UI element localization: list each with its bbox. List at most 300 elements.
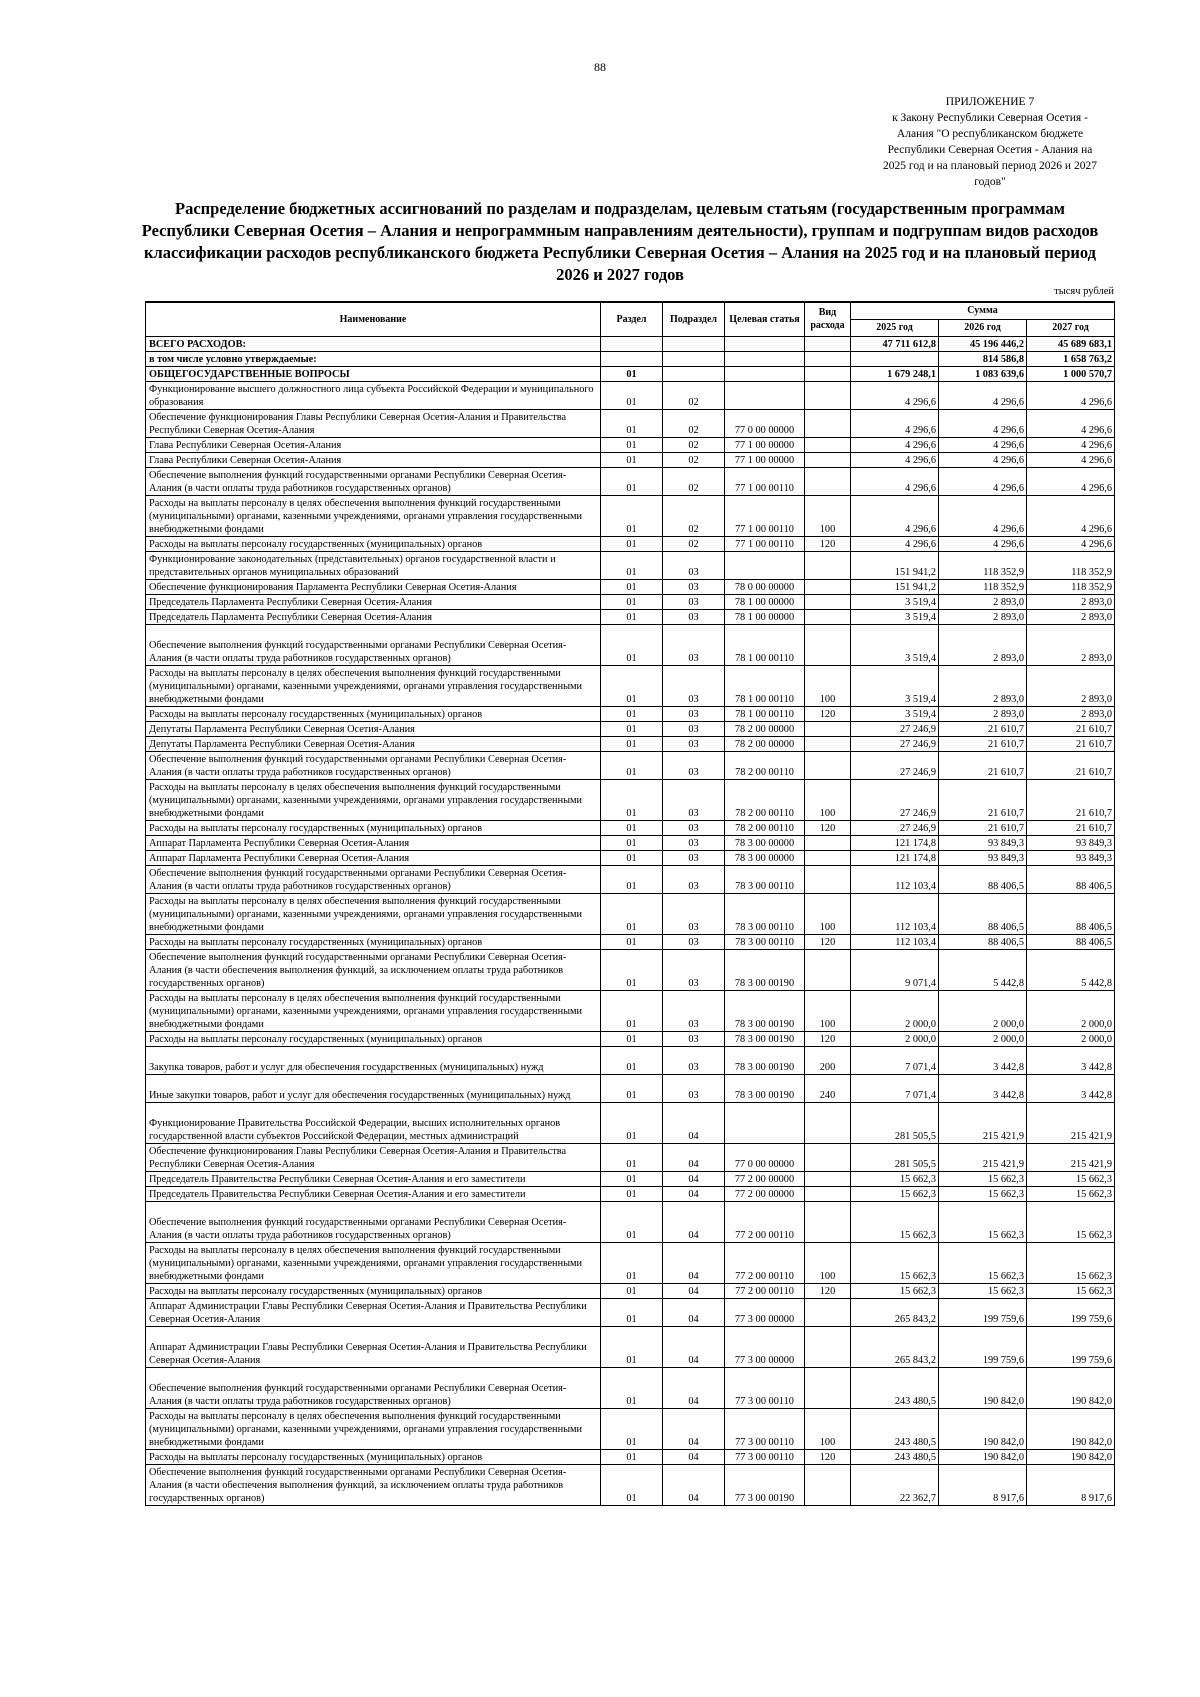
units-label: тысяч рублей <box>1054 286 1114 297</box>
row-section: 01 <box>601 706 663 721</box>
row-kind <box>805 1326 851 1367</box>
row-sum-2025: 47 711 612,8 <box>851 336 939 351</box>
row-kind: 120 <box>805 1449 851 1464</box>
row-sum-2027: 215 421,9 <box>1027 1143 1115 1171</box>
row-subsection: 04 <box>663 1326 725 1367</box>
row-section <box>601 336 663 351</box>
row-section: 01 <box>601 1102 663 1143</box>
row-sum-2027: 88 406,5 <box>1027 934 1115 949</box>
row-section: 01 <box>601 1031 663 1046</box>
row-name: Расходы на выплаты персоналу государственных (муниципальных) органов <box>146 706 601 721</box>
row-sum-2025: 281 505,5 <box>851 1102 939 1143</box>
row-section: 01 <box>601 865 663 893</box>
row-sum-2027: 88 406,5 <box>1027 865 1115 893</box>
row-name: Закупка товаров, работ и услуг для обеспечения государственных (муниципальных) нужд <box>146 1046 601 1074</box>
row-sum-2025: 3 519,4 <box>851 706 939 721</box>
table-row <box>146 1298 1115 1326</box>
row-kind <box>805 351 851 366</box>
row-section: 01 <box>601 1074 663 1102</box>
table-row <box>146 665 1115 706</box>
table-row <box>146 1186 1115 1201</box>
table-row <box>146 736 1115 751</box>
row-sum-2026: 4 296,6 <box>939 452 1027 467</box>
table-row <box>146 721 1115 736</box>
row-kind <box>805 865 851 893</box>
header-kind: Вид расхода <box>805 302 851 336</box>
row-subsection <box>663 366 725 381</box>
row-subsection: 02 <box>663 536 725 551</box>
row-target: 77 3 00 00190 <box>725 1464 805 1505</box>
row-sum-2026: 215 421,9 <box>939 1102 1027 1143</box>
row-kind: 100 <box>805 1242 851 1283</box>
row-subsection: 03 <box>663 893 725 934</box>
table-row <box>146 1242 1115 1283</box>
table-row <box>146 1074 1115 1102</box>
row-sum-2027: 4 296,6 <box>1027 381 1115 409</box>
row-section: 01 <box>601 495 663 536</box>
row-subsection: 02 <box>663 467 725 495</box>
row-sum-2025: 22 362,7 <box>851 1464 939 1505</box>
row-target <box>725 336 805 351</box>
row-section: 01 <box>601 1143 663 1171</box>
row-section: 01 <box>601 1242 663 1283</box>
row-sum-2026: 3 442,8 <box>939 1074 1027 1102</box>
row-target: 77 0 00 00000 <box>725 1143 805 1171</box>
row-sum-2026: 21 610,7 <box>939 736 1027 751</box>
row-name: ВСЕГО РАСХОДОВ: <box>146 336 601 351</box>
row-target: 77 2 00 00000 <box>725 1186 805 1201</box>
row-sum-2025: 4 296,6 <box>851 381 939 409</box>
row-target: 78 3 00 00190 <box>725 1074 805 1102</box>
row-sum-2027: 1 000 570,7 <box>1027 366 1115 381</box>
row-kind: 120 <box>805 934 851 949</box>
table-row <box>146 779 1115 820</box>
row-name: Обеспечение выполнения функций государственными органами Республики Северная Осетия-Алания (в части оплаты труда работников государственных органов) <box>146 1367 601 1408</box>
row-target: 78 2 00 00000 <box>725 736 805 751</box>
row-kind: 100 <box>805 779 851 820</box>
row-section: 01 <box>601 467 663 495</box>
document-title <box>140 198 1100 286</box>
row-sum-2025: 151 941,2 <box>851 551 939 579</box>
row-sum-2026: 4 296,6 <box>939 381 1027 409</box>
header-sum: Сумма <box>851 302 1115 319</box>
row-sum-2025: 265 843,2 <box>851 1298 939 1326</box>
row-section: 01 <box>601 551 663 579</box>
row-kind <box>805 1143 851 1171</box>
row-subsection: 04 <box>663 1367 725 1408</box>
row-section: 01 <box>601 893 663 934</box>
row-name: Обеспечение выполнения функций государственными органами Республики Северная Осетия-Алания (в части оплаты труда работников государственных органов) <box>146 1201 601 1242</box>
row-sum-2025: 15 662,3 <box>851 1201 939 1242</box>
row-subsection: 04 <box>663 1283 725 1298</box>
row-target: 78 3 00 00190 <box>725 949 805 990</box>
row-sum-2026: 190 842,0 <box>939 1408 1027 1449</box>
row-name: Расходы на выплаты персоналу государственных (муниципальных) органов <box>146 1449 601 1464</box>
title-line: классификации расходов республиканского бюджета Республики Северная Осетия – Алания на 2025 год и на плановый период <box>143 243 1097 262</box>
row-section: 01 <box>601 820 663 835</box>
row-name: Обеспечение выполнения функций государственными органами Республики Северная Осетия-Алания (в части оплаты труда работников государственных органов) <box>146 751 601 779</box>
row-sum-2026: 93 849,3 <box>939 835 1027 850</box>
row-sum-2025: 121 174,8 <box>851 835 939 850</box>
row-sum-2026: 2 893,0 <box>939 706 1027 721</box>
row-kind <box>805 594 851 609</box>
row-name: Обеспечение функционирования Главы Республики Северная Осетия-Алания и Правительства Республики Северная Осетия-Алания <box>146 1143 601 1171</box>
row-kind <box>805 624 851 665</box>
appendix-line: Алания "О республиканском бюджете <box>896 128 1084 140</box>
row-name: ОБЩЕГОСУДАРСТВЕННЫЕ ВОПРОСЫ <box>146 366 601 381</box>
row-sum-2026: 2 000,0 <box>939 990 1027 1031</box>
row-section: 01 <box>601 721 663 736</box>
row-name: Функционирование Правительства Российской Федерации, высших исполнительных органов государственной власти субъектов Российской Федерации, местных администраций <box>146 1102 601 1143</box>
table-row <box>146 381 1115 409</box>
row-kind: 120 <box>805 1031 851 1046</box>
row-section: 01 <box>601 452 663 467</box>
row-target: 77 1 00 00000 <box>725 437 805 452</box>
row-name: Аппарат Администрации Главы Республики Северная Осетия-Алания и Правительства Республики Северная Осетия-Алания <box>146 1326 601 1367</box>
row-sum-2025: 121 174,8 <box>851 850 939 865</box>
row-sum-2026: 93 849,3 <box>939 850 1027 865</box>
row-section: 01 <box>601 1298 663 1326</box>
row-target: 78 1 00 00110 <box>725 665 805 706</box>
row-subsection: 03 <box>663 609 725 624</box>
row-sum-2026: 15 662,3 <box>939 1283 1027 1298</box>
row-name: Глава Республики Северная Осетия-Алания <box>146 437 601 452</box>
row-section: 01 <box>601 381 663 409</box>
row-kind <box>805 609 851 624</box>
row-sum-2027: 118 352,9 <box>1027 551 1115 579</box>
row-subsection: 03 <box>663 820 725 835</box>
row-sum-2026: 199 759,6 <box>939 1298 1027 1326</box>
row-name: Председатель Правительства Республики Северная Осетия-Алания и его заместители <box>146 1171 601 1186</box>
row-sum-2026: 15 662,3 <box>939 1201 1027 1242</box>
row-section: 01 <box>601 850 663 865</box>
row-target: 78 1 00 00110 <box>725 706 805 721</box>
table-row <box>146 1408 1115 1449</box>
row-target: 78 2 00 00110 <box>725 751 805 779</box>
table-row <box>146 437 1115 452</box>
row-subsection: 03 <box>663 934 725 949</box>
table-row <box>146 409 1115 437</box>
row-kind <box>805 751 851 779</box>
row-sum-2027: 21 610,7 <box>1027 751 1115 779</box>
row-kind <box>805 1298 851 1326</box>
row-sum-2026: 88 406,5 <box>939 893 1027 934</box>
row-sum-2027: 215 421,9 <box>1027 1102 1115 1143</box>
row-sum-2025 <box>851 351 939 366</box>
row-subsection: 04 <box>663 1449 725 1464</box>
row-sum-2025: 4 296,6 <box>851 495 939 536</box>
appendix-line: 2025 год и на плановый период 2026 и 2027 <box>883 160 1097 172</box>
table-row <box>146 893 1115 934</box>
row-section: 01 <box>601 366 663 381</box>
row-name: Расходы на выплаты персоналу в целях обеспечения выполнения функций государственными (муниципальными) органами, казенными учреждениями, органами управления государственными внебюджетными фондами <box>146 893 601 934</box>
header-2025: 2025 год <box>851 319 939 336</box>
table-row <box>146 624 1115 665</box>
row-name: Обеспечение выполнения функций государственными органами Республики Северная Осетия-Алания (в части обеспечения выполнения функций, за исключением оплаты труда работников государственных органов) <box>146 949 601 990</box>
row-sum-2026: 814 586,8 <box>939 351 1027 366</box>
row-sum-2025: 112 103,4 <box>851 865 939 893</box>
row-subsection: 04 <box>663 1464 725 1505</box>
row-kind <box>805 551 851 579</box>
row-subsection: 04 <box>663 1171 725 1186</box>
title-line: Распределение бюджетных ассигнований по разделам и подразделам, целевым статьям (государственным программам <box>175 199 1065 218</box>
row-name: Председатель Парламента Республики Северная Осетия-Алания <box>146 594 601 609</box>
row-section: 01 <box>601 1046 663 1074</box>
header-subsection: Подраздел <box>663 302 725 336</box>
row-target: 77 1 00 00000 <box>725 452 805 467</box>
row-kind: 120 <box>805 820 851 835</box>
table-row <box>146 865 1115 893</box>
row-sum-2027: 15 662,3 <box>1027 1186 1115 1201</box>
row-sum-2026: 88 406,5 <box>939 934 1027 949</box>
row-subsection: 03 <box>663 949 725 990</box>
row-name: Обеспечение выполнения функций государственными органами Республики Северная Осетия-Алания (в части оплаты труда работников государственных органов) <box>146 865 601 893</box>
row-target: 78 3 00 00110 <box>725 865 805 893</box>
row-sum-2026: 88 406,5 <box>939 865 1027 893</box>
row-name: Председатель Правительства Республики Северная Осетия-Алания и его заместители <box>146 1186 601 1201</box>
row-target: 78 3 00 00110 <box>725 893 805 934</box>
row-sum-2027: 88 406,5 <box>1027 893 1115 934</box>
row-subsection: 03 <box>663 865 725 893</box>
row-subsection: 02 <box>663 409 725 437</box>
row-sum-2025: 112 103,4 <box>851 893 939 934</box>
row-sum-2027: 15 662,3 <box>1027 1171 1115 1186</box>
row-sum-2026: 4 296,6 <box>939 536 1027 551</box>
row-kind: 120 <box>805 536 851 551</box>
header-2027: 2027 год <box>1027 319 1115 336</box>
row-target: 78 0 00 00000 <box>725 579 805 594</box>
row-section: 01 <box>601 1449 663 1464</box>
row-sum-2025: 265 843,2 <box>851 1326 939 1367</box>
row-sum-2027: 21 610,7 <box>1027 721 1115 736</box>
row-sum-2026: 118 352,9 <box>939 579 1027 594</box>
row-target: 78 1 00 00000 <box>725 594 805 609</box>
row-section: 01 <box>601 437 663 452</box>
row-sum-2025: 3 519,4 <box>851 594 939 609</box>
row-subsection: 02 <box>663 437 725 452</box>
row-subsection: 03 <box>663 665 725 706</box>
row-sum-2025: 7 071,4 <box>851 1074 939 1102</box>
row-name: Расходы на выплаты персоналу государственных (муниципальных) органов <box>146 1283 601 1298</box>
row-sum-2026: 215 421,9 <box>939 1143 1027 1171</box>
row-sum-2025: 15 662,3 <box>851 1242 939 1283</box>
row-sum-2026: 15 662,3 <box>939 1171 1027 1186</box>
row-subsection: 04 <box>663 1143 725 1171</box>
row-sum-2027: 2 000,0 <box>1027 1031 1115 1046</box>
row-section: 01 <box>601 779 663 820</box>
table-row <box>146 934 1115 949</box>
row-target: 77 1 00 00110 <box>725 536 805 551</box>
row-sum-2026: 8 917,6 <box>939 1464 1027 1505</box>
row-name: Иные закупки товаров, работ и услуг для обеспечения государственных (муниципальных) нужд <box>146 1074 601 1102</box>
row-target <box>725 551 805 579</box>
row-name: Расходы на выплаты персоналу государственных (муниципальных) органов <box>146 1031 601 1046</box>
row-sum-2026: 21 610,7 <box>939 751 1027 779</box>
title-line: Республики Северная Осетия – Алания и непрограммным направлениям деятельности), группам и подгруппам видов расходов <box>141 221 1099 240</box>
row-sum-2025: 27 246,9 <box>851 779 939 820</box>
row-name: Расходы на выплаты персоналу в целях обеспечения выполнения функций государственными (муниципальными) органами, казенными учреждениями, органами управления государственными внебюджетными фондами <box>146 990 601 1031</box>
row-subsection: 03 <box>663 594 725 609</box>
row-subsection: 02 <box>663 381 725 409</box>
row-name: в том числе условно утверждаемые: <box>146 351 601 366</box>
table-row <box>146 751 1115 779</box>
row-sum-2027: 2 893,0 <box>1027 665 1115 706</box>
table-row <box>146 1102 1115 1143</box>
row-kind <box>805 1186 851 1201</box>
row-sum-2026: 2 893,0 <box>939 624 1027 665</box>
appendix-line: ПРИЛОЖЕНИЕ 7 <box>945 96 1035 108</box>
row-section: 01 <box>601 1464 663 1505</box>
table-row <box>146 467 1115 495</box>
row-sum-2027: 4 296,6 <box>1027 467 1115 495</box>
row-sum-2026: 21 610,7 <box>939 820 1027 835</box>
row-sum-2026: 4 296,6 <box>939 409 1027 437</box>
row-sum-2027: 15 662,3 <box>1027 1201 1115 1242</box>
table-row <box>146 1464 1115 1505</box>
row-sum-2027: 199 759,6 <box>1027 1326 1115 1367</box>
row-subsection: 03 <box>663 835 725 850</box>
row-target: 78 3 00 00190 <box>725 1046 805 1074</box>
row-sum-2025: 3 519,4 <box>851 624 939 665</box>
row-kind <box>805 1464 851 1505</box>
row-name: Аппарат Парламента Республики Северная Осетия-Алания <box>146 850 601 865</box>
row-sum-2025: 3 519,4 <box>851 665 939 706</box>
row-sum-2025: 7 071,4 <box>851 1046 939 1074</box>
row-kind <box>805 1102 851 1143</box>
row-target: 77 3 00 00110 <box>725 1449 805 1464</box>
row-target: 78 3 00 00190 <box>725 1031 805 1046</box>
row-name: Депутаты Парламента Республики Северная Осетия-Алания <box>146 721 601 736</box>
row-subsection: 03 <box>663 579 725 594</box>
row-name: Депутаты Парламента Республики Северная Осетия-Алания <box>146 736 601 751</box>
row-subsection: 03 <box>663 850 725 865</box>
row-sum-2027: 93 849,3 <box>1027 835 1115 850</box>
row-sum-2025: 281 505,5 <box>851 1143 939 1171</box>
row-target: 77 3 00 00000 <box>725 1298 805 1326</box>
row-target: 78 2 00 00000 <box>725 721 805 736</box>
table-row <box>146 706 1115 721</box>
row-sum-2026: 2 000,0 <box>939 1031 1027 1046</box>
row-kind <box>805 579 851 594</box>
row-sum-2027: 2 893,0 <box>1027 624 1115 665</box>
row-sum-2027: 21 610,7 <box>1027 736 1115 751</box>
table-row <box>146 1326 1115 1367</box>
row-sum-2027: 4 296,6 <box>1027 452 1115 467</box>
row-name: Расходы на выплаты персоналу государственных (муниципальных) органов <box>146 820 601 835</box>
row-target: 77 3 00 00110 <box>725 1408 805 1449</box>
row-section <box>601 351 663 366</box>
row-sum-2025: 4 296,6 <box>851 452 939 467</box>
appendix-line: Республики Северная Осетия - Алания на <box>887 144 1093 156</box>
header-target: Целевая статья <box>725 302 805 336</box>
table-row <box>146 835 1115 850</box>
table-row <box>146 990 1115 1031</box>
row-target: 77 3 00 00110 <box>725 1367 805 1408</box>
row-kind: 100 <box>805 1408 851 1449</box>
row-sum-2025: 27 246,9 <box>851 721 939 736</box>
row-sum-2027: 190 842,0 <box>1027 1367 1115 1408</box>
row-sum-2025: 4 296,6 <box>851 467 939 495</box>
row-subsection: 03 <box>663 751 725 779</box>
row-subsection: 04 <box>663 1298 725 1326</box>
row-kind: 100 <box>805 495 851 536</box>
row-kind <box>805 366 851 381</box>
appendix-header <box>860 94 1120 190</box>
row-subsection: 04 <box>663 1242 725 1283</box>
row-name: Расходы на выплаты персоналу в целях обеспечения выполнения функций государственными (муниципальными) органами, казенными учреждениями, органами управления государственными внебюджетными фондами <box>146 1408 601 1449</box>
row-subsection: 02 <box>663 495 725 536</box>
row-target <box>725 381 805 409</box>
table-row <box>146 820 1115 835</box>
row-sum-2027: 93 849,3 <box>1027 850 1115 865</box>
table-row <box>146 1367 1115 1408</box>
row-section: 01 <box>601 536 663 551</box>
row-sum-2027: 15 662,3 <box>1027 1283 1115 1298</box>
row-name: Функционирование законодательных (представительных) органов государственной власти и представительных органов муниципальных образований <box>146 551 601 579</box>
row-name: Аппарат Парламента Республики Северная Осетия-Алания <box>146 835 601 850</box>
row-sum-2025: 27 246,9 <box>851 820 939 835</box>
row-sum-2027: 3 442,8 <box>1027 1046 1115 1074</box>
table-row <box>146 351 1115 366</box>
table-row <box>146 594 1115 609</box>
table-row <box>146 1283 1115 1298</box>
table-row <box>146 452 1115 467</box>
row-subsection: 04 <box>663 1408 725 1449</box>
row-sum-2027: 2 893,0 <box>1027 706 1115 721</box>
row-section: 01 <box>601 1201 663 1242</box>
row-name: Председатель Парламента Республики Северная Осетия-Алания <box>146 609 601 624</box>
row-target: 77 1 00 00110 <box>725 495 805 536</box>
row-target: 78 3 00 00000 <box>725 850 805 865</box>
row-section: 01 <box>601 949 663 990</box>
row-sum-2026: 118 352,9 <box>939 551 1027 579</box>
row-sum-2025: 27 246,9 <box>851 751 939 779</box>
row-sum-2027: 4 296,6 <box>1027 409 1115 437</box>
row-sum-2026: 190 842,0 <box>939 1449 1027 1464</box>
row-subsection: 03 <box>663 1074 725 1102</box>
row-name: Расходы на выплаты персоналу в целях обеспечения выполнения функций государственными (муниципальными) органами, казенными учреждениями, органами управления государственными внебюджетными фондами <box>146 665 601 706</box>
row-kind <box>805 721 851 736</box>
row-subsection <box>663 351 725 366</box>
row-section: 01 <box>601 751 663 779</box>
row-kind <box>805 850 851 865</box>
row-kind <box>805 452 851 467</box>
row-target <box>725 351 805 366</box>
row-name: Обеспечение функционирования Главы Республики Северная Осетия-Алания и Правительства Республики Северная Осетия-Алания <box>146 409 601 437</box>
row-kind <box>805 949 851 990</box>
row-sum-2026: 2 893,0 <box>939 665 1027 706</box>
row-sum-2026: 45 196 446,2 <box>939 336 1027 351</box>
table-row <box>146 366 1115 381</box>
row-kind <box>805 336 851 351</box>
header-section: Раздел <box>601 302 663 336</box>
table-row <box>146 579 1115 594</box>
row-sum-2025: 243 480,5 <box>851 1408 939 1449</box>
row-sum-2026: 4 296,6 <box>939 467 1027 495</box>
row-sum-2025: 2 000,0 <box>851 1031 939 1046</box>
row-kind: 100 <box>805 990 851 1031</box>
row-subsection: 02 <box>663 452 725 467</box>
row-section: 01 <box>601 934 663 949</box>
table-row <box>146 949 1115 990</box>
row-sum-2027: 3 442,8 <box>1027 1074 1115 1102</box>
row-sum-2025: 3 519,4 <box>851 609 939 624</box>
row-name: Расходы на выплаты персоналу в целях обеспечения выполнения функций государственными (муниципальными) органами, казенными учреждениями, органами управления государственными внебюджетными фондами <box>146 495 601 536</box>
row-sum-2027: 2 000,0 <box>1027 990 1115 1031</box>
row-sum-2025: 4 296,6 <box>851 409 939 437</box>
header-2026: 2026 год <box>939 319 1027 336</box>
row-sum-2027: 21 610,7 <box>1027 820 1115 835</box>
